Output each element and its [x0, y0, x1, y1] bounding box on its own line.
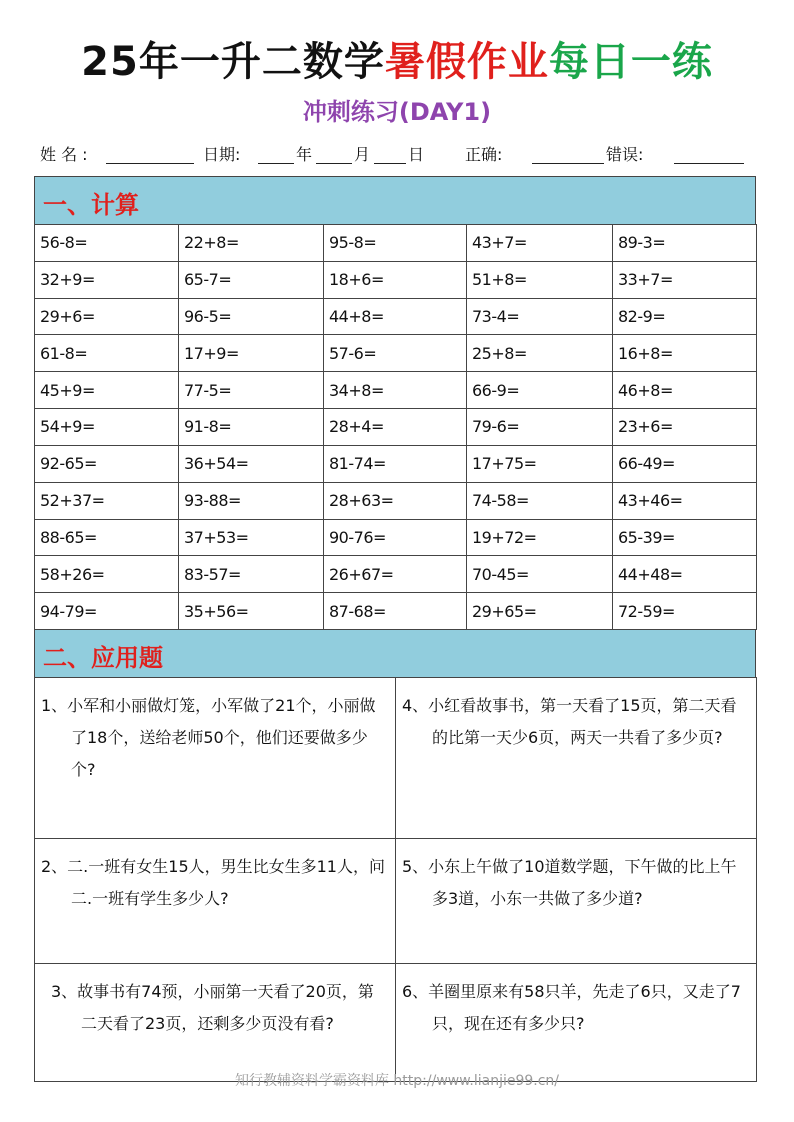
calc-cell[interactable]: 88-65=	[35, 519, 179, 556]
calc-cell[interactable]: 28+4=	[324, 409, 467, 446]
name-label: 姓 名 :	[40, 145, 88, 164]
problem-4: 4、小红看故事书，第一天看了15页，第二天看的比第一天少6页，两天一共看了多少页?	[402, 696, 737, 747]
calc-cell[interactable]: 52+37=	[35, 482, 179, 519]
calc-cell[interactable]: 17+75=	[467, 445, 613, 482]
problem-2: 2、二.一班有女生15人，男生比女生多11人，问二.一班有学生多少人?	[41, 857, 385, 908]
calc-cell[interactable]: 22+8=	[179, 225, 324, 262]
calc-cell[interactable]: 74-58=	[467, 482, 613, 519]
calc-cell[interactable]: 65-39=	[613, 519, 757, 556]
calc-table	[34, 224, 757, 630]
calc-cell[interactable]: 89-3=	[613, 225, 757, 262]
problem-cell[interactable]	[35, 839, 396, 964]
info-row	[40, 142, 750, 170]
calc-cell[interactable]: 93-88=	[179, 482, 324, 519]
calc-cell[interactable]: 66-49=	[613, 445, 757, 482]
section-word-header	[34, 629, 756, 678]
wrong-label: 错误:	[606, 145, 644, 164]
calc-cell[interactable]: 44+8=	[324, 298, 467, 335]
calc-cell[interactable]: 81-74=	[324, 445, 467, 482]
table-row	[35, 409, 757, 446]
table-row	[35, 556, 757, 593]
calc-cell[interactable]: 82-9=	[613, 298, 757, 335]
calc-cell[interactable]: 51+8=	[467, 261, 613, 298]
correct-blank[interactable]	[532, 163, 604, 164]
calc-cell[interactable]: 77-5=	[179, 372, 324, 409]
calc-cell[interactable]: 35+56=	[179, 593, 324, 630]
word-problem-table	[34, 677, 757, 1082]
calc-cell[interactable]: 61-8=	[35, 335, 179, 372]
calc-cell[interactable]: 54+9=	[35, 409, 179, 446]
calc-cell[interactable]: 29+65=	[467, 593, 613, 630]
calc-cell[interactable]: 19+72=	[467, 519, 613, 556]
table-row	[35, 261, 757, 298]
section-calc-title: 一、计算	[43, 191, 139, 219]
problem-cell[interactable]	[396, 839, 757, 964]
title-part-black: 25年一升二数学	[81, 39, 385, 85]
calc-cell[interactable]: 92-65=	[35, 445, 179, 482]
calc-cell[interactable]: 29+6=	[35, 298, 179, 335]
section-word-title: 二、应用题	[43, 644, 163, 672]
table-row	[35, 593, 757, 630]
calc-cell[interactable]: 66-9=	[467, 372, 613, 409]
calc-cell[interactable]: 87-68=	[324, 593, 467, 630]
calc-cell[interactable]: 72-59=	[613, 593, 757, 630]
calc-cell[interactable]: 96-5=	[179, 298, 324, 335]
month-blank[interactable]	[316, 163, 352, 164]
calc-cell[interactable]: 73-4=	[467, 298, 613, 335]
calc-cell[interactable]: 43+46=	[613, 482, 757, 519]
section-calc-header	[34, 176, 756, 225]
day-blank[interactable]	[374, 163, 406, 164]
calc-cell[interactable]: 36+54=	[179, 445, 324, 482]
calc-cell[interactable]: 70-45=	[467, 556, 613, 593]
problem-1: 1、小军和小丽做灯笼，小军做了21个，小丽做了18个，送给老师50个，他们还要做多少个?	[41, 696, 376, 779]
table-row	[35, 335, 757, 372]
calc-cell[interactable]: 34+8=	[324, 372, 467, 409]
calc-cell[interactable]: 56-8=	[35, 225, 179, 262]
correct-label: 正确:	[465, 145, 503, 164]
calc-cell[interactable]: 58+26=	[35, 556, 179, 593]
calc-cell[interactable]: 18+6=	[324, 261, 467, 298]
problem-cell[interactable]	[396, 964, 757, 1082]
problem-cell[interactable]	[35, 678, 396, 839]
calc-cell[interactable]: 17+9=	[179, 335, 324, 372]
calc-cell[interactable]: 32+9=	[35, 261, 179, 298]
table-row	[35, 519, 757, 556]
calc-cell[interactable]: 33+7=	[613, 261, 757, 298]
table-row	[35, 372, 757, 409]
calc-cell[interactable]: 79-6=	[467, 409, 613, 446]
calc-cell[interactable]: 44+48=	[613, 556, 757, 593]
calc-table-body	[35, 225, 757, 630]
name-blank[interactable]	[106, 163, 194, 164]
calc-cell[interactable]: 90-76=	[324, 519, 467, 556]
calc-cell[interactable]: 65-7=	[179, 261, 324, 298]
table-row	[35, 298, 757, 335]
page-subtitle: 冲刺练习(DAY1)	[302, 98, 492, 126]
calc-cell[interactable]: 43+7=	[467, 225, 613, 262]
day-label: 日	[408, 145, 425, 164]
problem-cell[interactable]	[396, 678, 757, 839]
year-label: 年	[296, 145, 313, 164]
calc-cell[interactable]: 25+8=	[467, 335, 613, 372]
calc-cell[interactable]: 45+9=	[35, 372, 179, 409]
date-label: 日期:	[203, 145, 241, 164]
calc-cell[interactable]: 95-8=	[324, 225, 467, 262]
calc-cell[interactable]: 28+63=	[324, 482, 467, 519]
table-row	[35, 678, 757, 839]
year-blank[interactable]	[258, 163, 294, 164]
title-part-red: 暑假作业	[384, 39, 549, 85]
table-row	[35, 964, 757, 1082]
calc-cell[interactable]: 26+67=	[324, 556, 467, 593]
calc-cell[interactable]: 91-8=	[179, 409, 324, 446]
footer-watermark: 知行教辅资料学霸资料库 http://www.lianjie99.cn/	[234, 1073, 560, 1089]
table-row	[35, 445, 757, 482]
problem-cell[interactable]	[35, 964, 396, 1082]
calc-cell[interactable]: 16+8=	[613, 335, 757, 372]
calc-cell[interactable]: 46+8=	[613, 372, 757, 409]
table-row	[35, 482, 757, 519]
problem-3: 3、故事书有74预，小丽第一天看了20页，第二天看了23页，还剩多少页没有看?	[51, 982, 374, 1033]
calc-cell[interactable]: 37+53=	[179, 519, 324, 556]
problem-6: 6、羊圈里原来有58只羊，先走了6只，又走了7只，现在还有多少只?	[402, 982, 741, 1033]
calc-cell[interactable]: 57-6=	[324, 335, 467, 372]
calc-cell[interactable]: 83-57=	[179, 556, 324, 593]
month-label: 月	[354, 145, 371, 164]
calc-cell[interactable]: 23+6=	[613, 409, 757, 446]
title-part-green: 每日一练	[548, 39, 713, 85]
page-title	[0, 30, 794, 87]
calc-cell[interactable]: 94-79=	[35, 593, 179, 630]
table-row	[35, 225, 757, 262]
problem-5: 5、小东上午做了10道数学题，下午做的比上午多3道，小东一共做了多少道?	[402, 857, 737, 908]
wrong-blank[interactable]	[674, 163, 744, 164]
table-row	[35, 839, 757, 964]
